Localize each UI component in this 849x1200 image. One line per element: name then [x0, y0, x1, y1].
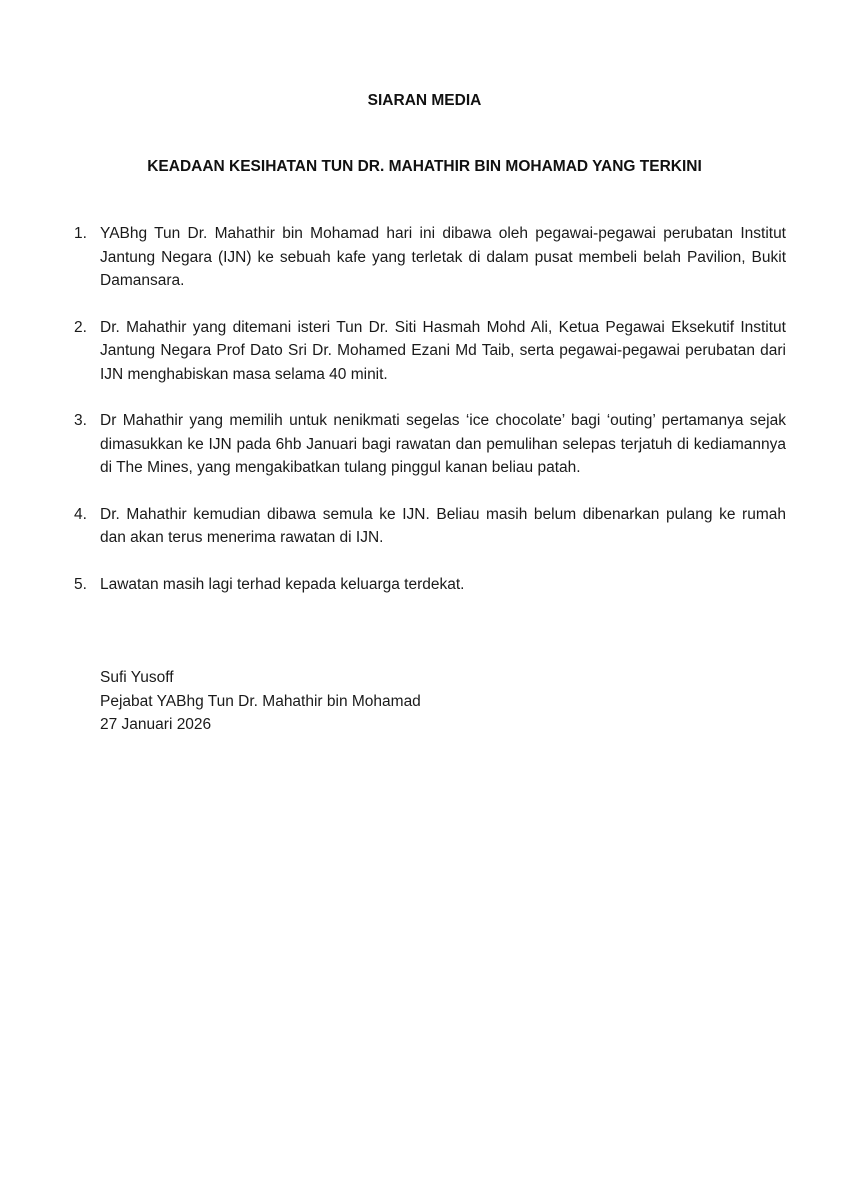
item-text: Dr Mahathir yang memilih untuk nenikmati segelas ‘ice chocolate’ bagi ‘outing’ pertamanya sejak dimasukkan ke IJN pada 6hb Januari bagi rawatan dan pemulihan selepas terjatuh di kediamannya di The Mines, yang mengakibatkan tulang pinggul kanan beliau patah.: [100, 412, 786, 476]
item-text: Dr. Mahathir yang ditemani isteri Tun Dr. Siti Hasmah Mohd Ali, Ketua Pegawai Eksekutif Institut Jantung Negara Prof Dato Sri Dr. Mohamed Ezani Md Taib, serta pegawai-pegawai perubatan dari IJN menghabiskan masa selama 40 minit.: [100, 318, 786, 383]
release-date: 27 Januari 2026: [100, 716, 212, 733]
item-number: 4.: [74, 505, 87, 523]
signature-block: [100, 666, 421, 737]
document-subtitle: KEADAAN KESIHATAN TUN DR. MAHATHIR BIN MOHAMAD YANG TERKINI: [147, 158, 702, 175]
signatory-office: Pejabat YABhg Tun Dr. Mahathir bin Mohamad: [100, 692, 421, 710]
item-text: YABhg Tun Dr. Mahathir bin Mohamad hari ini dibawa oleh pegawai-pegawai perubatan Institut Jantung Negara (IJN) ke sebuah kafe yang terletak di dalam pusat membeli belah Pavilion, Bukit Damansara.: [100, 225, 786, 289]
item-number: 5.: [74, 575, 87, 593]
statement-item-2: [74, 316, 786, 387]
item-text: Lawatan masih lagi terhad kepada keluarga terdekat.: [100, 575, 465, 593]
signatory-name: Sufi Yusoff: [100, 669, 174, 686]
statement-list: [74, 222, 786, 619]
statement-item-1: [74, 222, 786, 293]
statement-item-3: [74, 409, 786, 480]
item-text: Dr. Mahathir kemudian dibawa semula ke IJN. Beliau masih belum dibenarkan pulang ke rumah dan akan terus menerima rawatan di IJN.: [100, 505, 786, 546]
document-title: SIARAN MEDIA: [367, 92, 482, 109]
item-number: 1.: [74, 225, 87, 242]
item-number: 2.: [74, 318, 87, 336]
statement-item-5: [74, 573, 786, 597]
item-number: 3.: [74, 412, 87, 429]
statement-item-4: [74, 503, 786, 550]
